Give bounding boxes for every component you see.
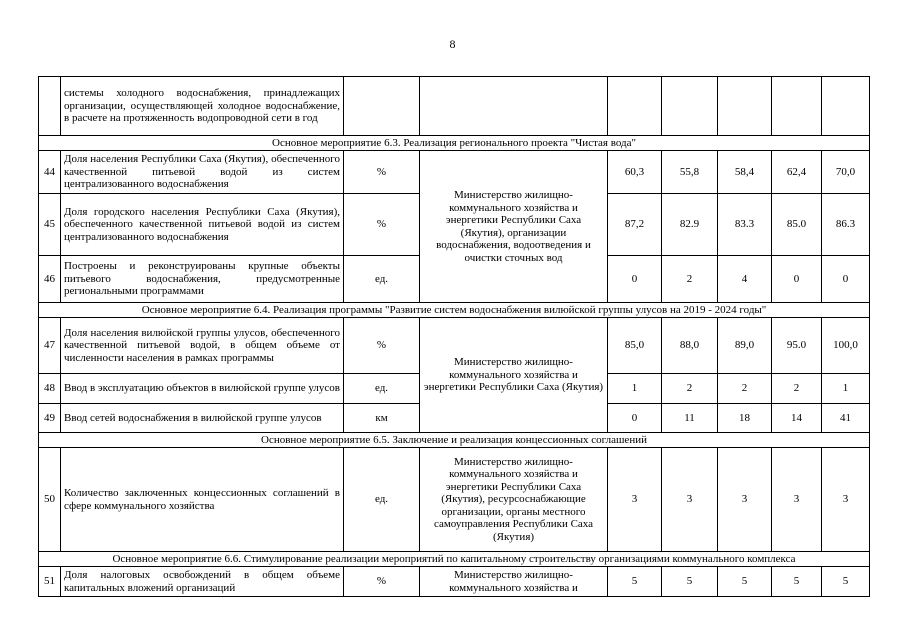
value-cell: 0: [608, 256, 662, 303]
row-number: 48: [39, 374, 61, 404]
section-row: [39, 552, 870, 567]
value-cell: 1: [822, 374, 870, 404]
row-number: 47: [39, 318, 61, 374]
row-number: 44: [39, 151, 61, 194]
row-number: 49: [39, 404, 61, 433]
value-cell: 1: [608, 374, 662, 404]
value-cell: 5: [772, 567, 822, 597]
unit: км: [344, 404, 420, 433]
section-heading: Основное мероприятие 6.6. Стимулирование реализации мероприятий по капитальному строительству организациями коммунального комплекса: [39, 552, 870, 567]
indicator-name: Построены и реконструированы крупные объекты питьевого водоснабжения, предусмотренные региональными программами: [61, 256, 344, 303]
value-cell: 0: [822, 256, 870, 303]
value-cell: [822, 77, 870, 136]
indicators-table: [38, 76, 870, 597]
responsible-org: Министерство жилищно-коммунального хозяйства и: [420, 567, 608, 597]
value-cell: 2: [718, 374, 772, 404]
indicator-name: Доля населения Республики Саха (Якутия), обеспеченного качественной питьевой водой из систем централизованного водоснабжения: [61, 151, 344, 194]
value-cell: 0: [608, 404, 662, 433]
row-number: 50: [39, 448, 61, 552]
unit: ед.: [344, 448, 420, 552]
indicator-name: системы холодного водоснабжения, принадлежащих организации, осуществляющей холодное водоснабжение, в расчете на протяженность водопроводной сети в год: [61, 77, 344, 136]
value-cell: 3: [662, 448, 718, 552]
value-cell: 11: [662, 404, 718, 433]
section-heading: Основное мероприятие 6.5. Заключение и реализация концессионных соглашений: [39, 433, 870, 448]
value-cell: 3: [718, 448, 772, 552]
section-row: [39, 136, 870, 151]
table-row: [39, 151, 870, 194]
value-cell: 5: [608, 567, 662, 597]
responsible-org: Министерство жилищно-коммунального хозяйства и энергетики Республики Саха (Якутия), организации водоснабжения, водоотведения и очистки сточных вод: [420, 151, 608, 303]
unit: %: [344, 194, 420, 256]
value-cell: 86.3: [822, 194, 870, 256]
value-cell: 5: [822, 567, 870, 597]
value-cell: 85.0: [772, 194, 822, 256]
unit: %: [344, 318, 420, 374]
value-cell: 14: [772, 404, 822, 433]
value-cell: 2: [772, 374, 822, 404]
responsible-org: [420, 77, 608, 136]
value-cell: [718, 77, 772, 136]
table-row: [39, 567, 870, 597]
indicator-name: Ввод сетей водоснабжения в вилюйской группе улусов: [61, 404, 344, 433]
value-cell: 5: [662, 567, 718, 597]
value-cell: 2: [662, 374, 718, 404]
value-cell: 95.0: [772, 318, 822, 374]
unit: ед.: [344, 256, 420, 303]
value-cell: 55,8: [662, 151, 718, 194]
unit: %: [344, 567, 420, 597]
value-cell: 3: [608, 448, 662, 552]
value-cell: 83.3: [718, 194, 772, 256]
value-cell: [772, 77, 822, 136]
indicator-name: Доля налоговых освобождений в общем объеме капитальных вложений организаций: [61, 567, 344, 597]
unit: [344, 77, 420, 136]
value-cell: 58,4: [718, 151, 772, 194]
value-cell: 3: [822, 448, 870, 552]
value-cell: 88,0: [662, 318, 718, 374]
section-row: [39, 433, 870, 448]
indicator-name: Ввод в эксплуатацию объектов в вилюйской группе улусов: [61, 374, 344, 404]
section-row: [39, 303, 870, 318]
value-cell: 100,0: [822, 318, 870, 374]
unit: ед.: [344, 374, 420, 404]
value-cell: 18: [718, 404, 772, 433]
value-cell: 62,4: [772, 151, 822, 194]
value-cell: 2: [662, 256, 718, 303]
indicator-name: Доля городского населения Республики Саха (Якутия), обеспеченного качественной питьевой водой из систем централизованного водоснабжения: [61, 194, 344, 256]
row-number: 51: [39, 567, 61, 597]
value-cell: 41: [822, 404, 870, 433]
value-cell: 3: [772, 448, 822, 552]
row-number: 46: [39, 256, 61, 303]
value-cell: 0: [772, 256, 822, 303]
value-cell: [662, 77, 718, 136]
section-heading: Основное мероприятие 6.4. Реализация программы "Развитие систем водоснабжения вилюйской группы улусов на 2019 - 2024 годы": [39, 303, 870, 318]
unit: %: [344, 151, 420, 194]
row-number: 45: [39, 194, 61, 256]
table-row: [39, 448, 870, 552]
value-cell: 5: [718, 567, 772, 597]
table-row: [39, 77, 870, 136]
indicator-name: Количество заключенных концессионных соглашений в сфере коммунального хозяйства: [61, 448, 344, 552]
value-cell: 85,0: [608, 318, 662, 374]
value-cell: 4: [718, 256, 772, 303]
value-cell: 89,0: [718, 318, 772, 374]
value-cell: 82.9: [662, 194, 718, 256]
value-cell: 87,2: [608, 194, 662, 256]
row-number: [39, 77, 61, 136]
page-number: 8: [449, 37, 456, 51]
responsible-org: Министерство жилищно-коммунального хозяйства и энергетики Республики Саха (Якутия): [420, 318, 608, 433]
table-row: [39, 318, 870, 374]
section-heading: Основное мероприятие 6.3. Реализация регионального проекта "Чистая вода": [39, 136, 870, 151]
indicator-name: Доля населения вилюйской группы улусов, обеспеченного качественной питьевой водой, в общем объеме от численности населения в рамках программы: [61, 318, 344, 374]
responsible-org: Министерство жилищно-коммунального хозяйства и энергетики Республики Саха (Якутия), ресурсоснабжающие организации, органы местного самоуправления Республики Саха (Якутия): [420, 448, 608, 552]
value-cell: [608, 77, 662, 136]
value-cell: 70,0: [822, 151, 870, 194]
value-cell: 60,3: [608, 151, 662, 194]
